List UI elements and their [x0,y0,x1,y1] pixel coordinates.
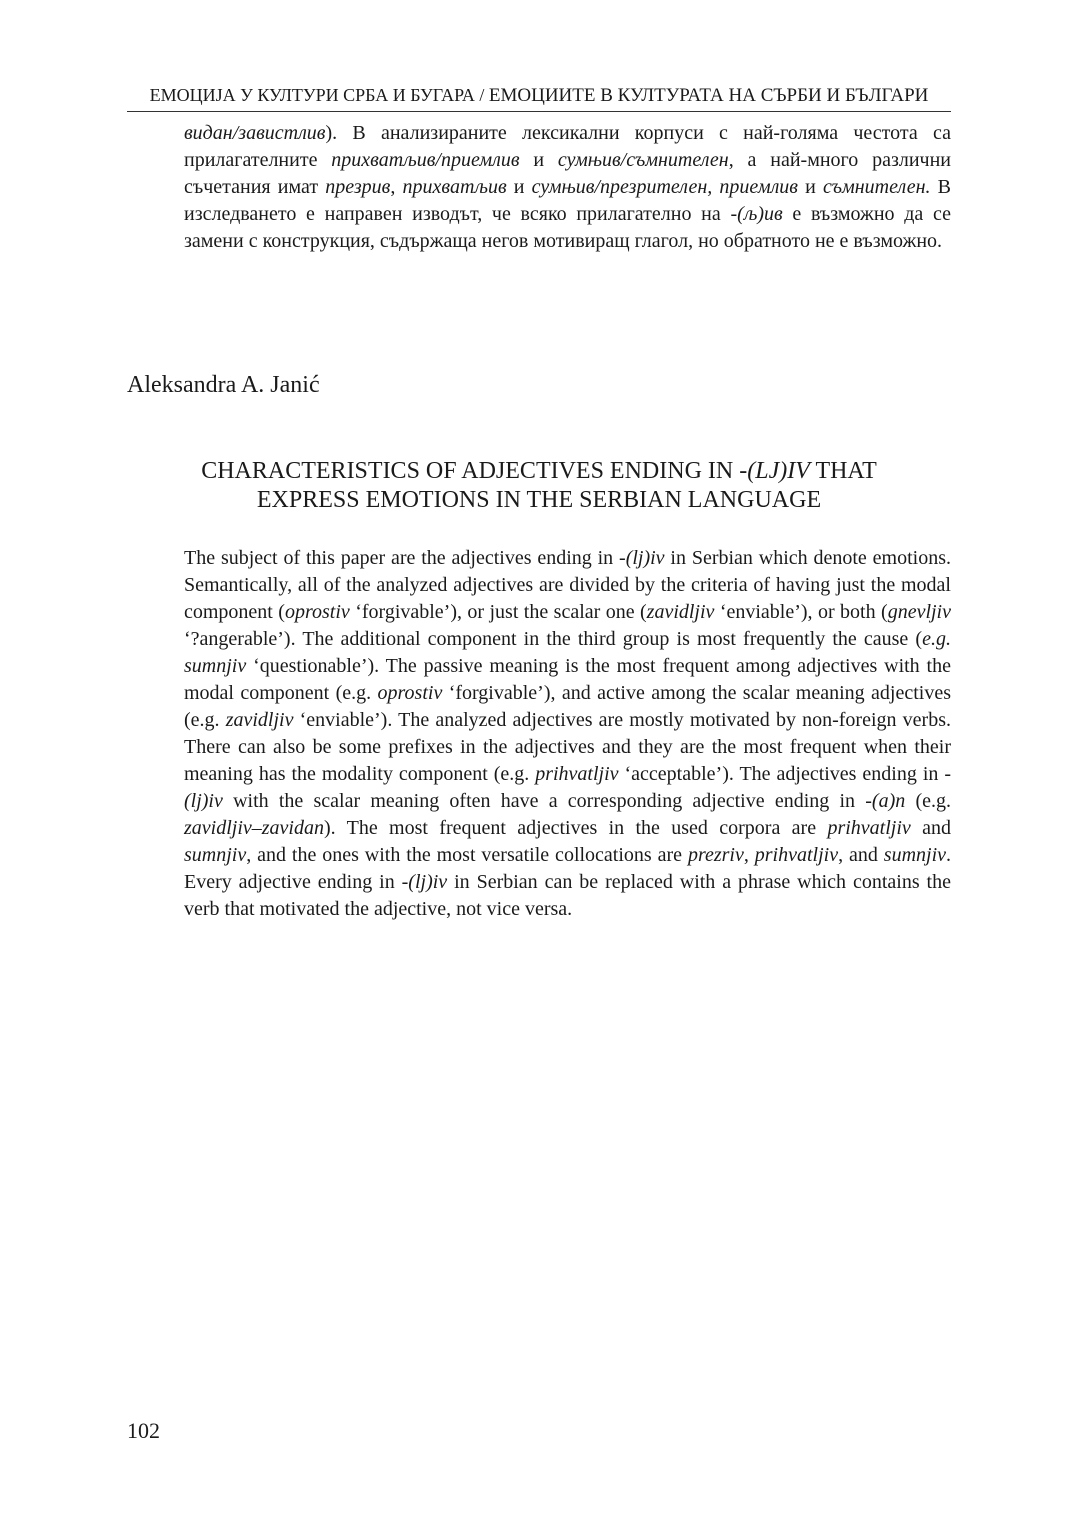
abstract-text: zavidljiv–zavidan [184,817,324,839]
abstract-text: (lj)iv [184,790,223,812]
abstract-text: ‘enviable’), or both ( [714,601,888,623]
summary-text: сумњив/съмнителен [557,149,729,171]
summary-text: и [797,176,823,198]
abstract-text: (e.g. [905,790,951,812]
abstract-text: ). The most frequent adjectives in the used corpora are [323,817,828,839]
paper-title [127,457,951,515]
abstract-text: e.g. sumnjiv [184,628,951,677]
summary-text: видан/завистлив [184,122,326,144]
summary-text: е възможно да се замени с конструкция, съдържаща негов мотивиращ глагол, но обратното не е възможно. [184,203,951,252]
summary-text: ). В анализираните лексикални корпуси с най-голяма честота са прилагателните [184,122,951,171]
abstract-text: (lj)iv [408,871,448,893]
abstract-text: in Serbian which denote emotions. Semantically, all of the analyzed adjectives are divided by the criteria of having just the modal component ( [184,547,951,623]
abstract-text: in Serbian can be replaced with a phrase which contains the verb that motivated the adjective, not vice versa. [184,871,951,920]
abstract-text: with the scalar meaning often have a corresponding adjective ending in - [222,790,872,812]
title-text: EXPRESS EMOTIONS IN THE SERBIAN LANGUAGE [256,487,822,513]
abstract-text: ‘forgivable’), or just the scalar one ( [349,601,647,623]
abstract-text: zavidljiv [225,709,294,731]
abstract-text: ‘enviable’). The analyzed adjectives are mostly motivated by non-foreign verbs. There can also be some prefixes in the adjectives and they are the most frequent when their meaning has the modality component (e.g. [184,709,951,785]
abstract-text: oprostiv [377,682,443,704]
summary-text: (љ)ив [737,203,783,225]
abstract-text: ‘questionable’). The passive meaning is the most frequent among adjectives with the modal component (e.g. [184,655,951,704]
abstract-paragraph [184,545,951,923]
abstract-text: ‘forgivable’), and active among the scalar meaning adjectives (e.g. [184,682,951,731]
abstract-text: prihvatljiv [535,763,619,785]
author-name: Aleksandra A. Janić [127,372,320,398]
abstract-text: , and [838,844,884,866]
abstract-text: (a)n [871,790,906,812]
summary-text: и [506,176,532,198]
abstract-text: prihvatljiv [827,817,911,839]
summary-text: В изследването е направен изводът, че всяко прилагателно на - [184,176,952,225]
abstract-text: gnevljiv [887,601,951,623]
title-text: THAT [809,458,877,484]
running-head-serbian: ЕМОЦИЈА У КУЛТУРИ СРБА И БУГАРА [149,85,475,105]
abstract-text: prihvatljiv [754,844,839,866]
summary-text: и [519,149,558,171]
bulgarian-summary-paragraph [184,120,951,255]
abstract-text: . Every adjective ending in - [184,844,951,893]
abstract-text: and [910,817,951,839]
abstract-text: , and the ones with the most versatile collocations are [246,844,688,866]
running-head-bulgarian: ЕМОЦИИТЕ В КУЛТУРАТА НА СЪРБИ И БЪЛГАРИ [488,85,929,106]
running-head [127,80,951,112]
abstract-text: oprostiv [284,601,350,623]
summary-text: прихватљив [402,176,507,198]
abstract-text: The subject of this paper are the adjectives ending in - [184,547,626,569]
summary-text: съмнителен. [823,176,931,198]
abstract-text: ‘acceptable’). The adjectives ending in - [618,763,951,785]
running-head-separator: / [474,85,489,105]
summary-text: , а най-много различни съчетания имат [184,149,951,198]
summary-text: , [390,176,403,198]
abstract-text: zavidljiv [646,601,715,623]
summary-text: прихватљив/приемлив [331,149,520,171]
title-text: (LJ)IV [747,458,810,484]
summary-text: презрив [325,176,391,198]
abstract-text: sumnjiv [883,844,946,866]
abstract-text: ‘?angerable’). The additional component in the third group is most frequently the cause ( [184,628,923,650]
abstract-text: prezriv [687,844,744,866]
abstract-text: (lj)iv [625,547,665,569]
title-text: CHARACTERISTICS OF ADJECTIVES ENDING IN - [201,458,748,484]
abstract-text: sumnjiv [184,844,247,866]
summary-text: сумњив/презрителен, приемлив [531,176,798,198]
abstract-text: , [743,844,755,866]
page-number: 102 [127,1418,160,1443]
